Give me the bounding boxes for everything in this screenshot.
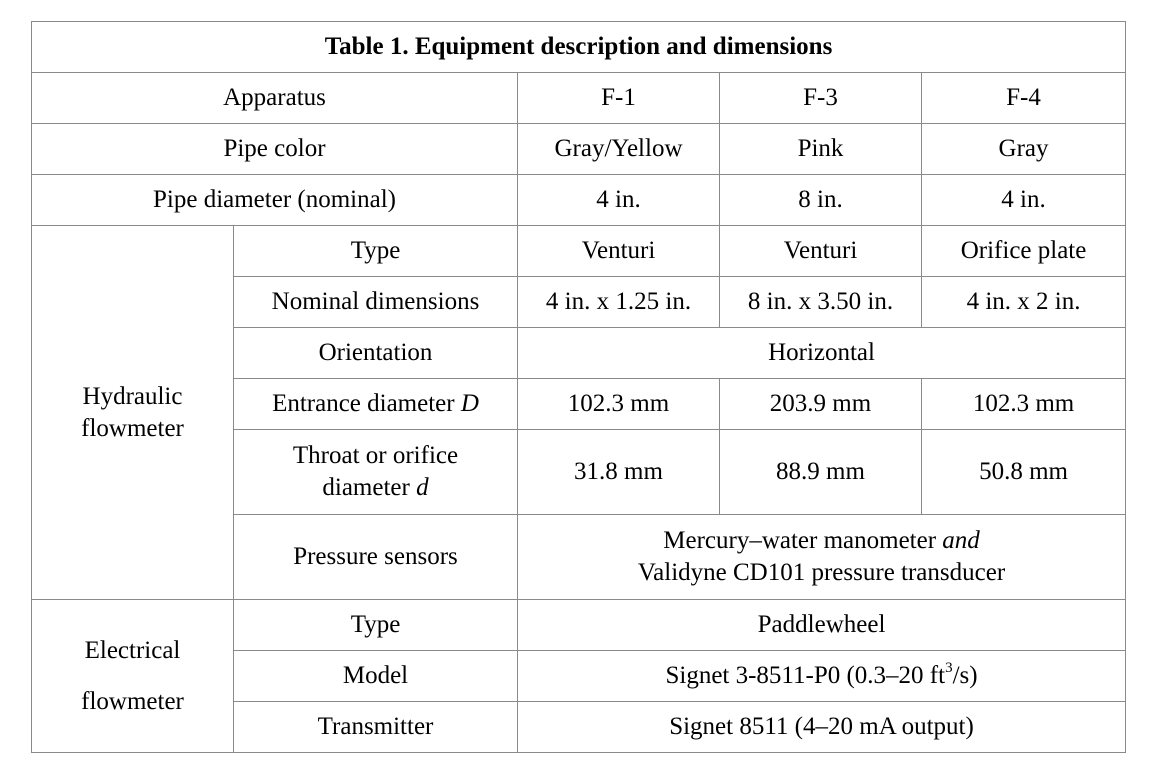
orientation-label: Orientation — [234, 328, 518, 379]
pipe-diameter-f1: 4 in. — [518, 175, 720, 226]
throat-diameter-label-line2 — [238, 472, 513, 504]
hydraulic-group-label — [32, 226, 234, 600]
throat-diameter-label-text: diameter — [322, 474, 417, 501]
throat-diameter-label-line1: Throat or orifice — [292, 442, 459, 469]
throat-diameter-symbol: d — [416, 474, 429, 501]
apparatus-label: Apparatus — [32, 73, 518, 124]
hydraulic-label-line2: flowmeter — [81, 414, 184, 442]
pipe-color-row — [32, 124, 1126, 175]
entrance-diameter-f4: 102.3 mm — [922, 379, 1126, 430]
entrance-diameter-label-text: Entrance diameter — [272, 390, 461, 417]
nominal-dimensions-label: Nominal dimensions — [234, 277, 518, 328]
hydraulic-type-label: Type — [234, 226, 518, 277]
entrance-diameter-f1: 102.3 mm — [518, 379, 720, 430]
entrance-diameter-label — [234, 379, 518, 430]
transmitter-label: Transmitter — [234, 702, 518, 753]
pressure-sensors-line1-and: and — [942, 527, 980, 554]
electrical-type-label: Type — [234, 600, 518, 651]
hydraulic-type-f4: Orifice plate — [922, 226, 1126, 277]
table-title: Table 1. Equipment description and dimensions — [32, 22, 1126, 73]
hydraulic-type-f1: Venturi — [518, 226, 720, 277]
electrical-group-label — [32, 600, 234, 753]
apparatus-f3: F-3 — [720, 73, 922, 124]
electrical-label-line1: Electrical — [84, 636, 181, 664]
hydraulic-label-line1: Hydraulic — [82, 382, 183, 410]
apparatus-row — [32, 73, 1126, 124]
pressure-sensors-value — [518, 515, 1126, 600]
hydraulic-type-row — [32, 226, 1126, 277]
electrical-type-value: Paddlewheel — [518, 600, 1126, 651]
throat-diameter-f1: 31.8 mm — [518, 430, 720, 515]
equipment-table — [31, 21, 1126, 753]
pipe-diameter-f4: 4 in. — [922, 175, 1126, 226]
pipe-color-f3: Pink — [720, 124, 922, 175]
model-value-main: Signet 3-8511-P0 (0.3–20 ft — [665, 662, 946, 689]
electrical-type-row — [32, 600, 1126, 651]
pressure-sensors-line2: Validyne CD101 pressure transducer — [637, 559, 1006, 586]
throat-diameter-label — [234, 430, 518, 515]
pressure-sensors-line1 — [522, 525, 1121, 557]
nominal-dimensions-f3: 8 in. x 3.50 in. — [720, 277, 922, 328]
apparatus-f1: F-1 — [518, 73, 720, 124]
entrance-diameter-f3: 203.9 mm — [720, 379, 922, 430]
model-value-superscript: 3 — [945, 659, 953, 676]
entrance-diameter-symbol: D — [460, 390, 479, 417]
pressure-sensors-line1-text: Mercury–water manometer — [663, 527, 943, 554]
throat-diameter-f4: 50.8 mm — [922, 430, 1126, 515]
pressure-sensors-label: Pressure sensors — [234, 515, 518, 600]
pipe-diameter-f3: 8 in. — [720, 175, 922, 226]
pipe-color-f1: Gray/Yellow — [518, 124, 720, 175]
orientation-value: Horizontal — [518, 328, 1126, 379]
pipe-diameter-row — [32, 175, 1126, 226]
hydraulic-type-f3: Venturi — [720, 226, 922, 277]
electrical-label-line2: flowmeter — [81, 687, 184, 715]
model-label: Model — [234, 651, 518, 702]
pipe-color-f4: Gray — [922, 124, 1126, 175]
throat-diameter-f3: 88.9 mm — [720, 430, 922, 515]
nominal-dimensions-f1: 4 in. x 1.25 in. — [518, 277, 720, 328]
title-row — [32, 22, 1126, 73]
nominal-dimensions-f4: 4 in. x 2 in. — [922, 277, 1126, 328]
pipe-color-label: Pipe color — [32, 124, 518, 175]
model-value — [518, 651, 1126, 702]
pipe-diameter-label: Pipe diameter (nominal) — [32, 175, 518, 226]
model-value-end: /s) — [952, 662, 978, 689]
transmitter-value: Signet 8511 (4–20 mA output) — [518, 702, 1126, 753]
apparatus-f4: F-4 — [922, 73, 1126, 124]
